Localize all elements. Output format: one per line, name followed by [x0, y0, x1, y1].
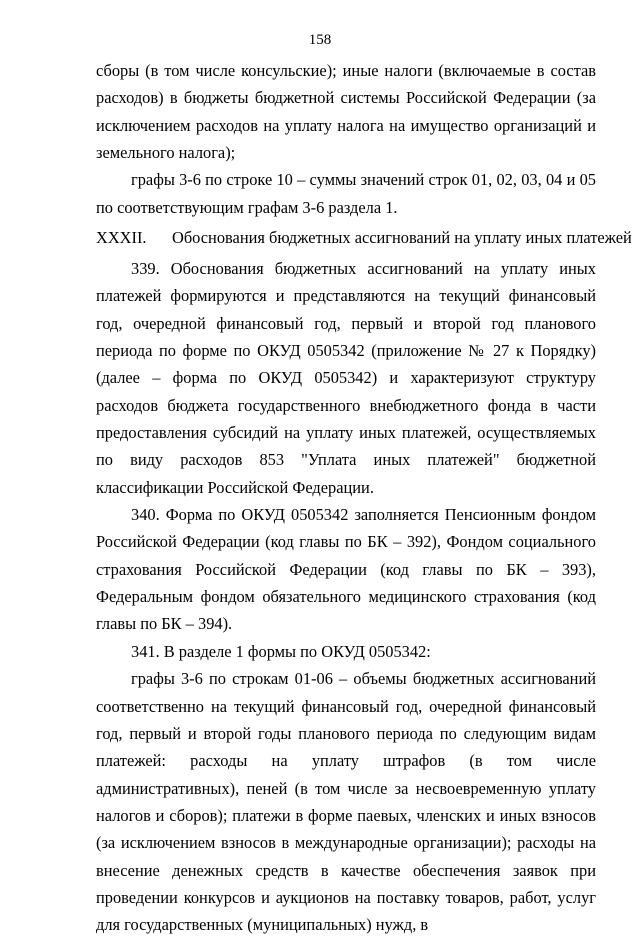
paragraph: графы 3-6 по строке 10 – суммы значений строк 01, 02, 03, 04 и 05 по соответствующим графам 3-6 раздела 1.	[96, 170, 596, 217]
text-block-top	[96, 57, 596, 221]
section-number: XXXII.	[96, 228, 147, 247]
paragraph-341: 341. В разделе 1 формы по ОКУД 0505342:	[131, 641, 431, 661]
paragraph: сборы (в том числе консульские); иные налоги (включаемые в состав расходов) в бюджеты бюджетной системы Российской Федерации (за исключением расходов на уплату налога на имущество организаций и земельного налога);	[96, 61, 596, 163]
section-title: Обоснования бюджетных ассигнований на уплату иных платежей	[172, 228, 632, 247]
page-number: 158	[308, 32, 332, 48]
section-heading	[96, 224, 632, 251]
paragraph-columns-3-6: графы 3-6 по строкам 01-06 – объемы бюджетных ассигнований соответственно на текущий финансовый год, очередной финансовый год, первый и второй годы планового периода по следующим видам платежей: расходы на уплату штрафов (в том числе административных), пеней (в том числе за несвоевременную уплату налогов и сборов); платежи в форме паевых, членских и иных взносов (за исключением взносов в международные организации); расходы на внесение денежных средств в качестве обеспечения заявок при проведении конкурсов и аукционов на поставку товаров, работ, услуг для государственных (муниципальных) нужд, в	[96, 669, 596, 935]
section-heading-block	[96, 224, 632, 251]
paragraph-339: 339. Обоснования бюджетных ассигнований на уплату иных платежей формируются и представляются на текущий финансовый год, очередной финансовый год, первый и второй год планового периода по форме по ОКУД 0505342 (приложение № 27 к Порядку) (далее – форма по ОКУД 0505342) и характеризуют структуру расходов бюджета государственного внебюджетного фонда в части предоставления субсидий на уплату иных платежей, осуществляемых по виду расходов 853 "Уплата иных платежей" бюджетной классификации Российской Федерации.	[96, 259, 596, 497]
text-block-section	[96, 255, 596, 939]
paragraph-340: 340. Форма по ОКУД 0505342 заполняется Пенсионным фондом Российской Федерации (код главы по БК – 392), Фондом социального страхования Российской Федерации (код главы по БК – 393), Федеральным фондом обязательного медицинского страхования (код главы по БК – 394).	[96, 505, 596, 634]
